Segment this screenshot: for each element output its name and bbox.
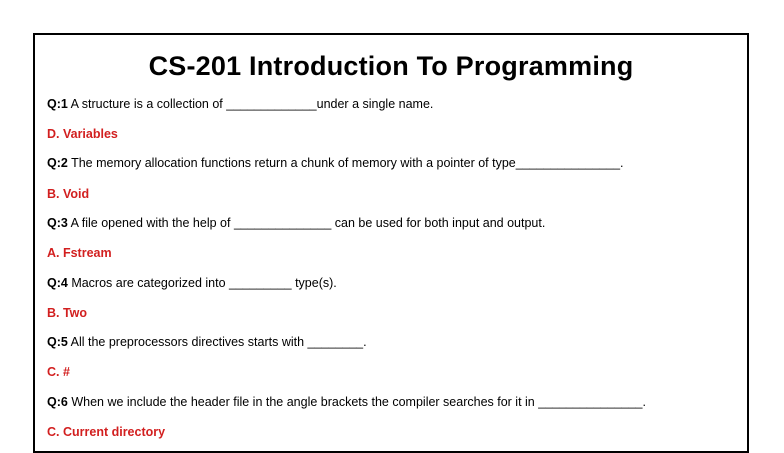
question-3 [47,216,545,230]
question-text: When we include the header file in the angle brackets the compiler searches for it in _______________. [67,395,646,409]
question-6 [47,395,646,409]
answer-1: D. Variables [47,127,118,141]
question-text: A file opened with the help of ______________ can be used for both input and output. [67,216,546,230]
question-number: Q:4 [47,276,68,290]
question-text: Macros are categorized into _________ type(s). [67,276,337,290]
question-text: All the preprocessors directives starts with ________. [67,335,367,349]
question-number: Q:6 [47,395,68,409]
answer-6: C. Current directory [47,425,166,439]
question-4 [47,276,337,290]
question-1 [47,97,433,111]
answer-5: C. # [47,365,70,379]
question-number: Q:2 [47,156,68,170]
answer-3: A. Fstream [47,246,112,260]
question-number: Q:3 [47,216,68,230]
page-title: CS-201 Introduction To Programming [148,51,634,81]
question-text: The memory allocation functions return a chunk of memory with a pointer of type_______________. [67,156,624,170]
answer-4: B. Two [47,306,88,320]
question-number: Q:5 [47,335,68,349]
question-number: Q:1 [47,97,68,111]
question-5 [47,335,367,349]
answer-2: B. Void [47,187,90,201]
document-page [33,33,749,453]
question-2 [47,156,624,170]
question-text: A structure is a collection of _____________under a single name. [67,97,434,111]
